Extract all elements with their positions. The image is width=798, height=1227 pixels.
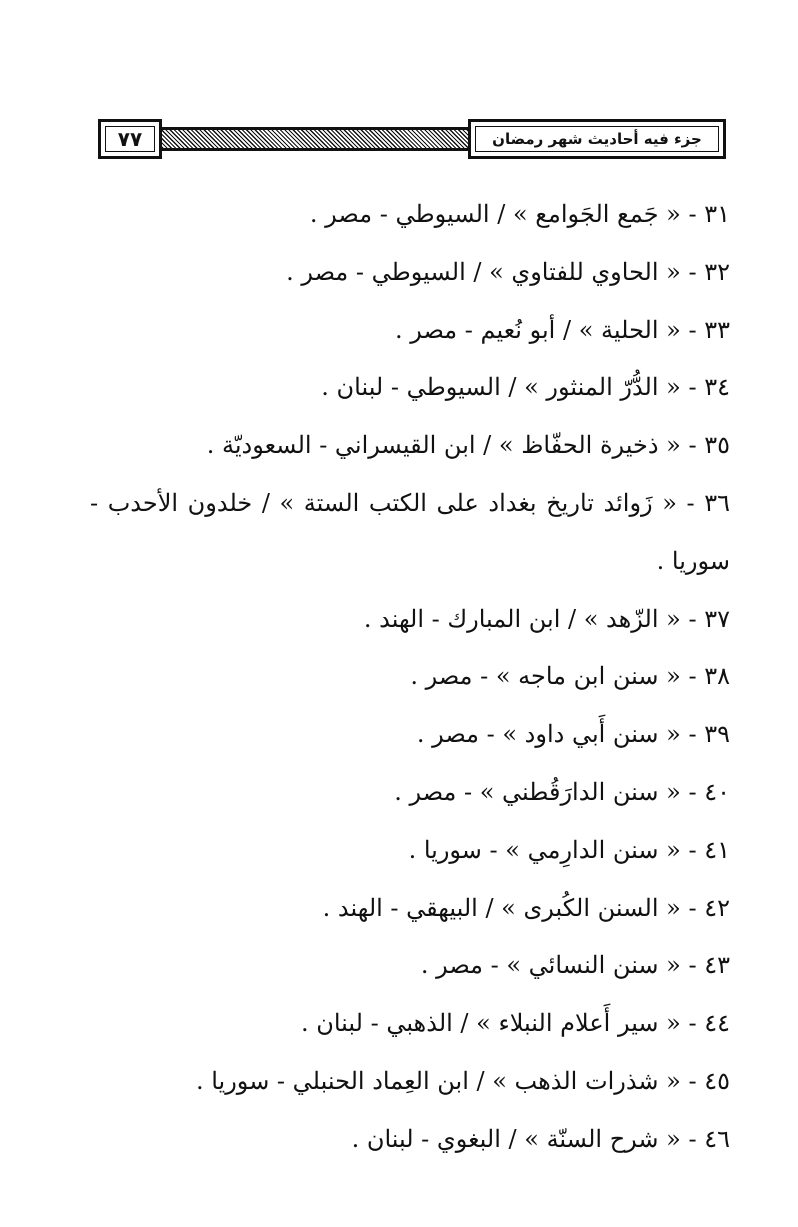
reference-entry-40: ٤٠ - « سنن الدارَقُطني » - مصر . xyxy=(394,777,730,806)
reference-entry-44: ٤٤ - « سير أَعلام النبلاء » / الذهبي - لبنان . xyxy=(300,1009,730,1038)
running-title: جزء فيه أحاديث شهر رمضان xyxy=(475,126,719,152)
reference-entry-45: ٤٥ - « شذرات الذهب » / ابن العِماد الحنبلي - سوريا . xyxy=(195,1066,730,1095)
reference-entry-42: ٤٢ - « السنن الكُبرى » / البيهقي - الهند . xyxy=(322,893,730,922)
reference-list xyxy=(90,186,730,1169)
reference-entry-33: ٣٣ - « الحلية » / أبو نُعيم - مصر . xyxy=(394,315,730,344)
reference-entry-31: ٣١ - « جَمع الجَوامع » / السيوطي - مصر . xyxy=(309,200,730,228)
reference-entry-36: ٣٦ - « زَوائد تاريخ بغداد على الكتب الستة » / خلدون الأحدب - سوريا . xyxy=(90,488,730,575)
reference-entry-34: ٣٤ - « الدُّرّ المنثور » / السيوطي - لبنان . xyxy=(321,373,730,402)
reference-entry-43: ٤٣ - « سنن النسائي » - مصر . xyxy=(420,951,730,980)
reference-entry-41: ٤١ - « سنن الدارِمي » - سوريا . xyxy=(408,835,730,864)
decorative-rule xyxy=(162,127,470,151)
reference-entry-35: ٣٥ - « ذخيرة الحفّاظ » / ابن القيسراني - السعوديّة . xyxy=(206,431,730,460)
page-number: ٧٧ xyxy=(105,126,155,152)
running-header xyxy=(98,119,726,161)
reference-entry-39: ٣٩ - « سنن أَبي داود » - مصر . xyxy=(416,720,730,749)
reference-entry-32: ٣٢ - « الحاوي للفتاوي » / السيوطي - مصر . xyxy=(286,257,730,286)
page-number-box xyxy=(98,119,162,159)
reference-entry-37: ٣٧ - « الزّهد » / ابن المبارك - الهند . xyxy=(363,604,730,633)
running-title-box xyxy=(468,119,726,159)
reference-entry-46: ٤٦ - « شرح السنّة » / البغوي - لبنان . xyxy=(351,1124,730,1153)
reference-entry-38: ٣٨ - « سنن ابن ماجه » - مصر . xyxy=(410,662,730,691)
